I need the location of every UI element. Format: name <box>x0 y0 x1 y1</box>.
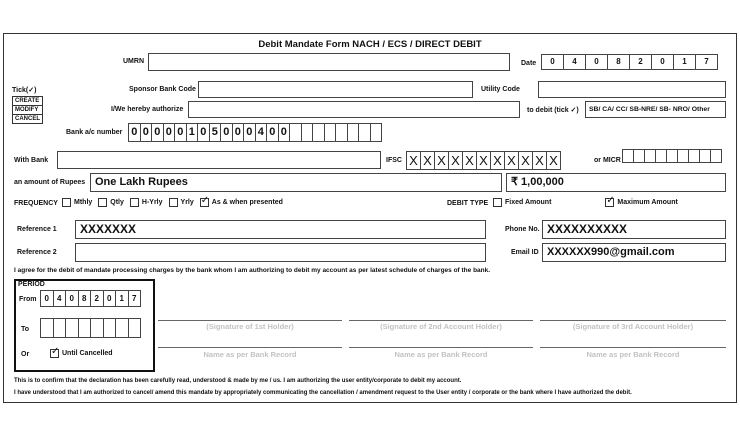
digit-cell[interactable]: X <box>406 151 421 170</box>
amount-words-field[interactable]: One Lakh Rupees <box>90 173 502 192</box>
debit-type-checkbox[interactable] <box>605 198 614 207</box>
date-label: Date <box>521 60 537 67</box>
digit-cell[interactable]: 0 <box>278 123 291 142</box>
name-as-per-bank-3: Name as per Bank Record <box>586 350 680 359</box>
bank-ac-label: Bank a/c number <box>66 129 123 136</box>
debit-type-option-label: Maximum Amount <box>617 199 678 206</box>
frequency-option[interactable] <box>169 198 194 207</box>
digit-cell[interactable]: 4 <box>255 123 268 142</box>
digit-cell[interactable]: X <box>448 151 463 170</box>
digit-cell[interactable]: 2 <box>629 54 652 70</box>
debit-type-option[interactable] <box>605 198 677 207</box>
digit-cell[interactable]: X <box>434 151 449 170</box>
debit-type-option-label: Fixed Amount <box>505 199 552 206</box>
digit-cell[interactable]: 0 <box>197 123 210 142</box>
ifsc-label: IFSC <box>386 157 402 164</box>
footer-declaration: This is to confirm that the declaration has been carefully read, understood & made by me / us. I am authorizing the user entity/corporate to debit my account. <box>14 378 462 384</box>
micr-field[interactable] <box>623 149 722 163</box>
ifsc-field[interactable] <box>407 151 561 170</box>
frequency-option[interactable] <box>98 198 124 207</box>
until-cancelled-option[interactable] <box>50 349 113 358</box>
with-bank-field[interactable] <box>57 151 381 169</box>
frequency-checkbox[interactable] <box>200 198 209 207</box>
digit-cell[interactable]: 0 <box>651 54 674 70</box>
digit-cell[interactable] <box>53 318 67 338</box>
frequency-option[interactable] <box>130 198 163 207</box>
signature-3rd-holder: (Signature of 3rd Account Holder) <box>572 322 694 331</box>
debit-type-label: DEBIT TYPE <box>447 200 489 207</box>
name-as-per-bank-1: Name as per Bank Record <box>203 350 297 359</box>
from-label: From <box>19 296 37 303</box>
frequency-option-label: Mthly <box>74 199 93 206</box>
from-date-field[interactable] <box>41 290 141 307</box>
digit-cell[interactable]: X <box>532 151 547 170</box>
digit-cell[interactable]: 0 <box>163 123 176 142</box>
frequency-option[interactable] <box>200 198 283 207</box>
signature-1st-holder: (Signature of 1st Holder) <box>206 322 294 331</box>
to-debit-label: to debit (tick ✓) <box>527 107 579 114</box>
frequency-options <box>62 198 283 207</box>
name-line-3 <box>540 347 726 348</box>
umrn-field[interactable] <box>148 53 510 71</box>
authorize-bank-field[interactable] <box>188 101 520 118</box>
digit-cell[interactable]: 0 <box>174 123 187 142</box>
digit-cell[interactable] <box>90 318 104 338</box>
to-date-field[interactable] <box>41 318 141 338</box>
amount-figure-field[interactable]: ₹ 1,00,000 <box>506 173 726 192</box>
frequency-checkbox[interactable] <box>98 198 107 207</box>
reference1-field[interactable]: XXXXXXX <box>75 220 486 239</box>
umrn-label: UMRN <box>123 58 144 65</box>
digit-cell[interactable]: 8 <box>78 290 92 307</box>
phone-field[interactable]: XXXXXXXXXX <box>542 220 726 239</box>
digit-cell[interactable]: 0 <box>128 123 141 142</box>
digit-cell[interactable]: 0 <box>266 123 279 142</box>
debit-type-option[interactable] <box>493 198 551 207</box>
name-line-2 <box>349 347 533 348</box>
digit-cell[interactable] <box>78 318 92 338</box>
email-label: Email ID <box>511 249 539 256</box>
digit-cell[interactable]: X <box>490 151 505 170</box>
digit-cell[interactable]: 0 <box>40 290 54 307</box>
reference2-label: Reference 2 <box>17 249 57 256</box>
digit-cell[interactable]: X <box>476 151 491 170</box>
digit-cell[interactable]: 1 <box>673 54 696 70</box>
digit-cell[interactable] <box>40 318 54 338</box>
digit-cell[interactable] <box>103 318 117 338</box>
digit-cell[interactable]: 0 <box>232 123 245 142</box>
utility-code-field[interactable] <box>538 81 726 98</box>
digit-cell[interactable]: 0 <box>103 290 117 307</box>
reference2-field[interactable] <box>75 243 486 262</box>
signature-line-2 <box>349 320 533 321</box>
or-label: Or <box>21 351 30 358</box>
frequency-checkbox[interactable] <box>130 198 139 207</box>
to-label: To <box>21 326 30 333</box>
frequency-option-label: Qtly <box>110 199 124 206</box>
frequency-checkbox[interactable] <box>62 198 71 207</box>
digit-cell[interactable] <box>65 318 79 338</box>
frequency-checkbox[interactable] <box>169 198 178 207</box>
digit-cell[interactable]: X <box>546 151 561 170</box>
digit-cell[interactable]: 0 <box>585 54 608 70</box>
digit-cell[interactable]: 2 <box>90 290 104 307</box>
action-options <box>12 96 43 124</box>
utility-code-label: Utility Code <box>481 86 520 93</box>
signature-line-3 <box>540 320 726 321</box>
digit-cell[interactable]: 4 <box>563 54 586 70</box>
action-create[interactable]: CREATE <box>12 96 43 106</box>
until-cancelled-checkbox[interactable] <box>50 349 59 358</box>
digit-cell[interactable] <box>710 149 722 163</box>
frequency-option-label: Yrly <box>180 199 194 206</box>
email-field[interactable]: XXXXXX990@gmail.com <box>542 243 726 262</box>
digit-cell[interactable]: 0 <box>151 123 164 142</box>
digit-cell[interactable]: 7 <box>128 290 142 307</box>
reference1-label: Reference 1 <box>17 226 57 233</box>
authorize-label: I/We hereby authorize <box>111 106 184 113</box>
bank-ac-number-field[interactable] <box>129 123 382 142</box>
amount-words-label: an amount of Rupees <box>14 179 86 186</box>
sponsor-bank-code-field[interactable] <box>198 81 473 98</box>
frequency-option[interactable] <box>62 198 92 207</box>
digit-cell[interactable]: 1 <box>186 123 199 142</box>
digit-cell[interactable] <box>128 318 142 338</box>
sponsor-bank-code-label: Sponsor Bank Code <box>129 86 196 93</box>
digit-cell[interactable]: X <box>504 151 519 170</box>
digit-cell[interactable]: 1 <box>115 290 129 307</box>
footer-cancellation-note: I have understood that I am authorized to cancel/ amend this mandate by appropriately communicating the cancellation / amendment request to the User entity / corporate or the bank where I have authorized the debit. <box>14 390 632 396</box>
frequency-option-label: H-Yrly <box>141 199 163 206</box>
digit-cell[interactable]: X <box>420 151 435 170</box>
digit-cell[interactable]: 4 <box>53 290 67 307</box>
digit-cell[interactable]: 0 <box>220 123 233 142</box>
digit-cell[interactable]: 0 <box>541 54 564 70</box>
date-field[interactable] <box>542 54 718 70</box>
action-cancel[interactable]: CANCEL <box>12 114 43 124</box>
until-cancelled-label: Until Cancelled <box>62 350 113 357</box>
digit-cell[interactable]: 0 <box>65 290 79 307</box>
debit-type-options <box>493 198 678 207</box>
digit-cell[interactable]: X <box>518 151 533 170</box>
agree-text: I agree for the debit of mandate processing charges by the bank whom I am authorizing to debit my account as per latest schedule of charges of the bank. <box>14 267 491 274</box>
digit-cell[interactable]: 5 <box>209 123 222 142</box>
signature-2nd-holder: (Signature of 2nd Account Holder) <box>380 322 502 331</box>
digit-cell[interactable]: 0 <box>243 123 256 142</box>
tick-label: Tick(✓) <box>12 87 37 94</box>
period-label: PERIOD <box>18 281 45 288</box>
with-bank-label: With Bank <box>14 157 49 164</box>
frequency-option-label: As & when presented <box>211 199 283 206</box>
signature-line-1 <box>158 320 342 321</box>
frequency-label: FREQUENCY <box>14 200 58 207</box>
debit-type-checkbox[interactable] <box>493 198 502 207</box>
digit-cell[interactable]: 7 <box>695 54 718 70</box>
digit-cell[interactable] <box>370 123 383 142</box>
account-type-options[interactable]: SB/ CA/ CC/ SB-NRE/ SB- NRO/ Other <box>585 101 726 118</box>
digit-cell[interactable]: 8 <box>607 54 630 70</box>
action-modify[interactable]: MODIFY <box>12 105 43 115</box>
digit-cell[interactable]: X <box>462 151 477 170</box>
name-as-per-bank-2: Name as per Bank Record <box>394 350 488 359</box>
digit-cell[interactable] <box>115 318 129 338</box>
micr-label: or MICR <box>594 157 621 164</box>
digit-cell[interactable]: 0 <box>140 123 153 142</box>
name-line-1 <box>158 347 342 348</box>
phone-label: Phone No. <box>505 226 540 233</box>
form-title: Debit Mandate Form NACH / ECS / DIRECT DEBIT <box>258 39 482 50</box>
